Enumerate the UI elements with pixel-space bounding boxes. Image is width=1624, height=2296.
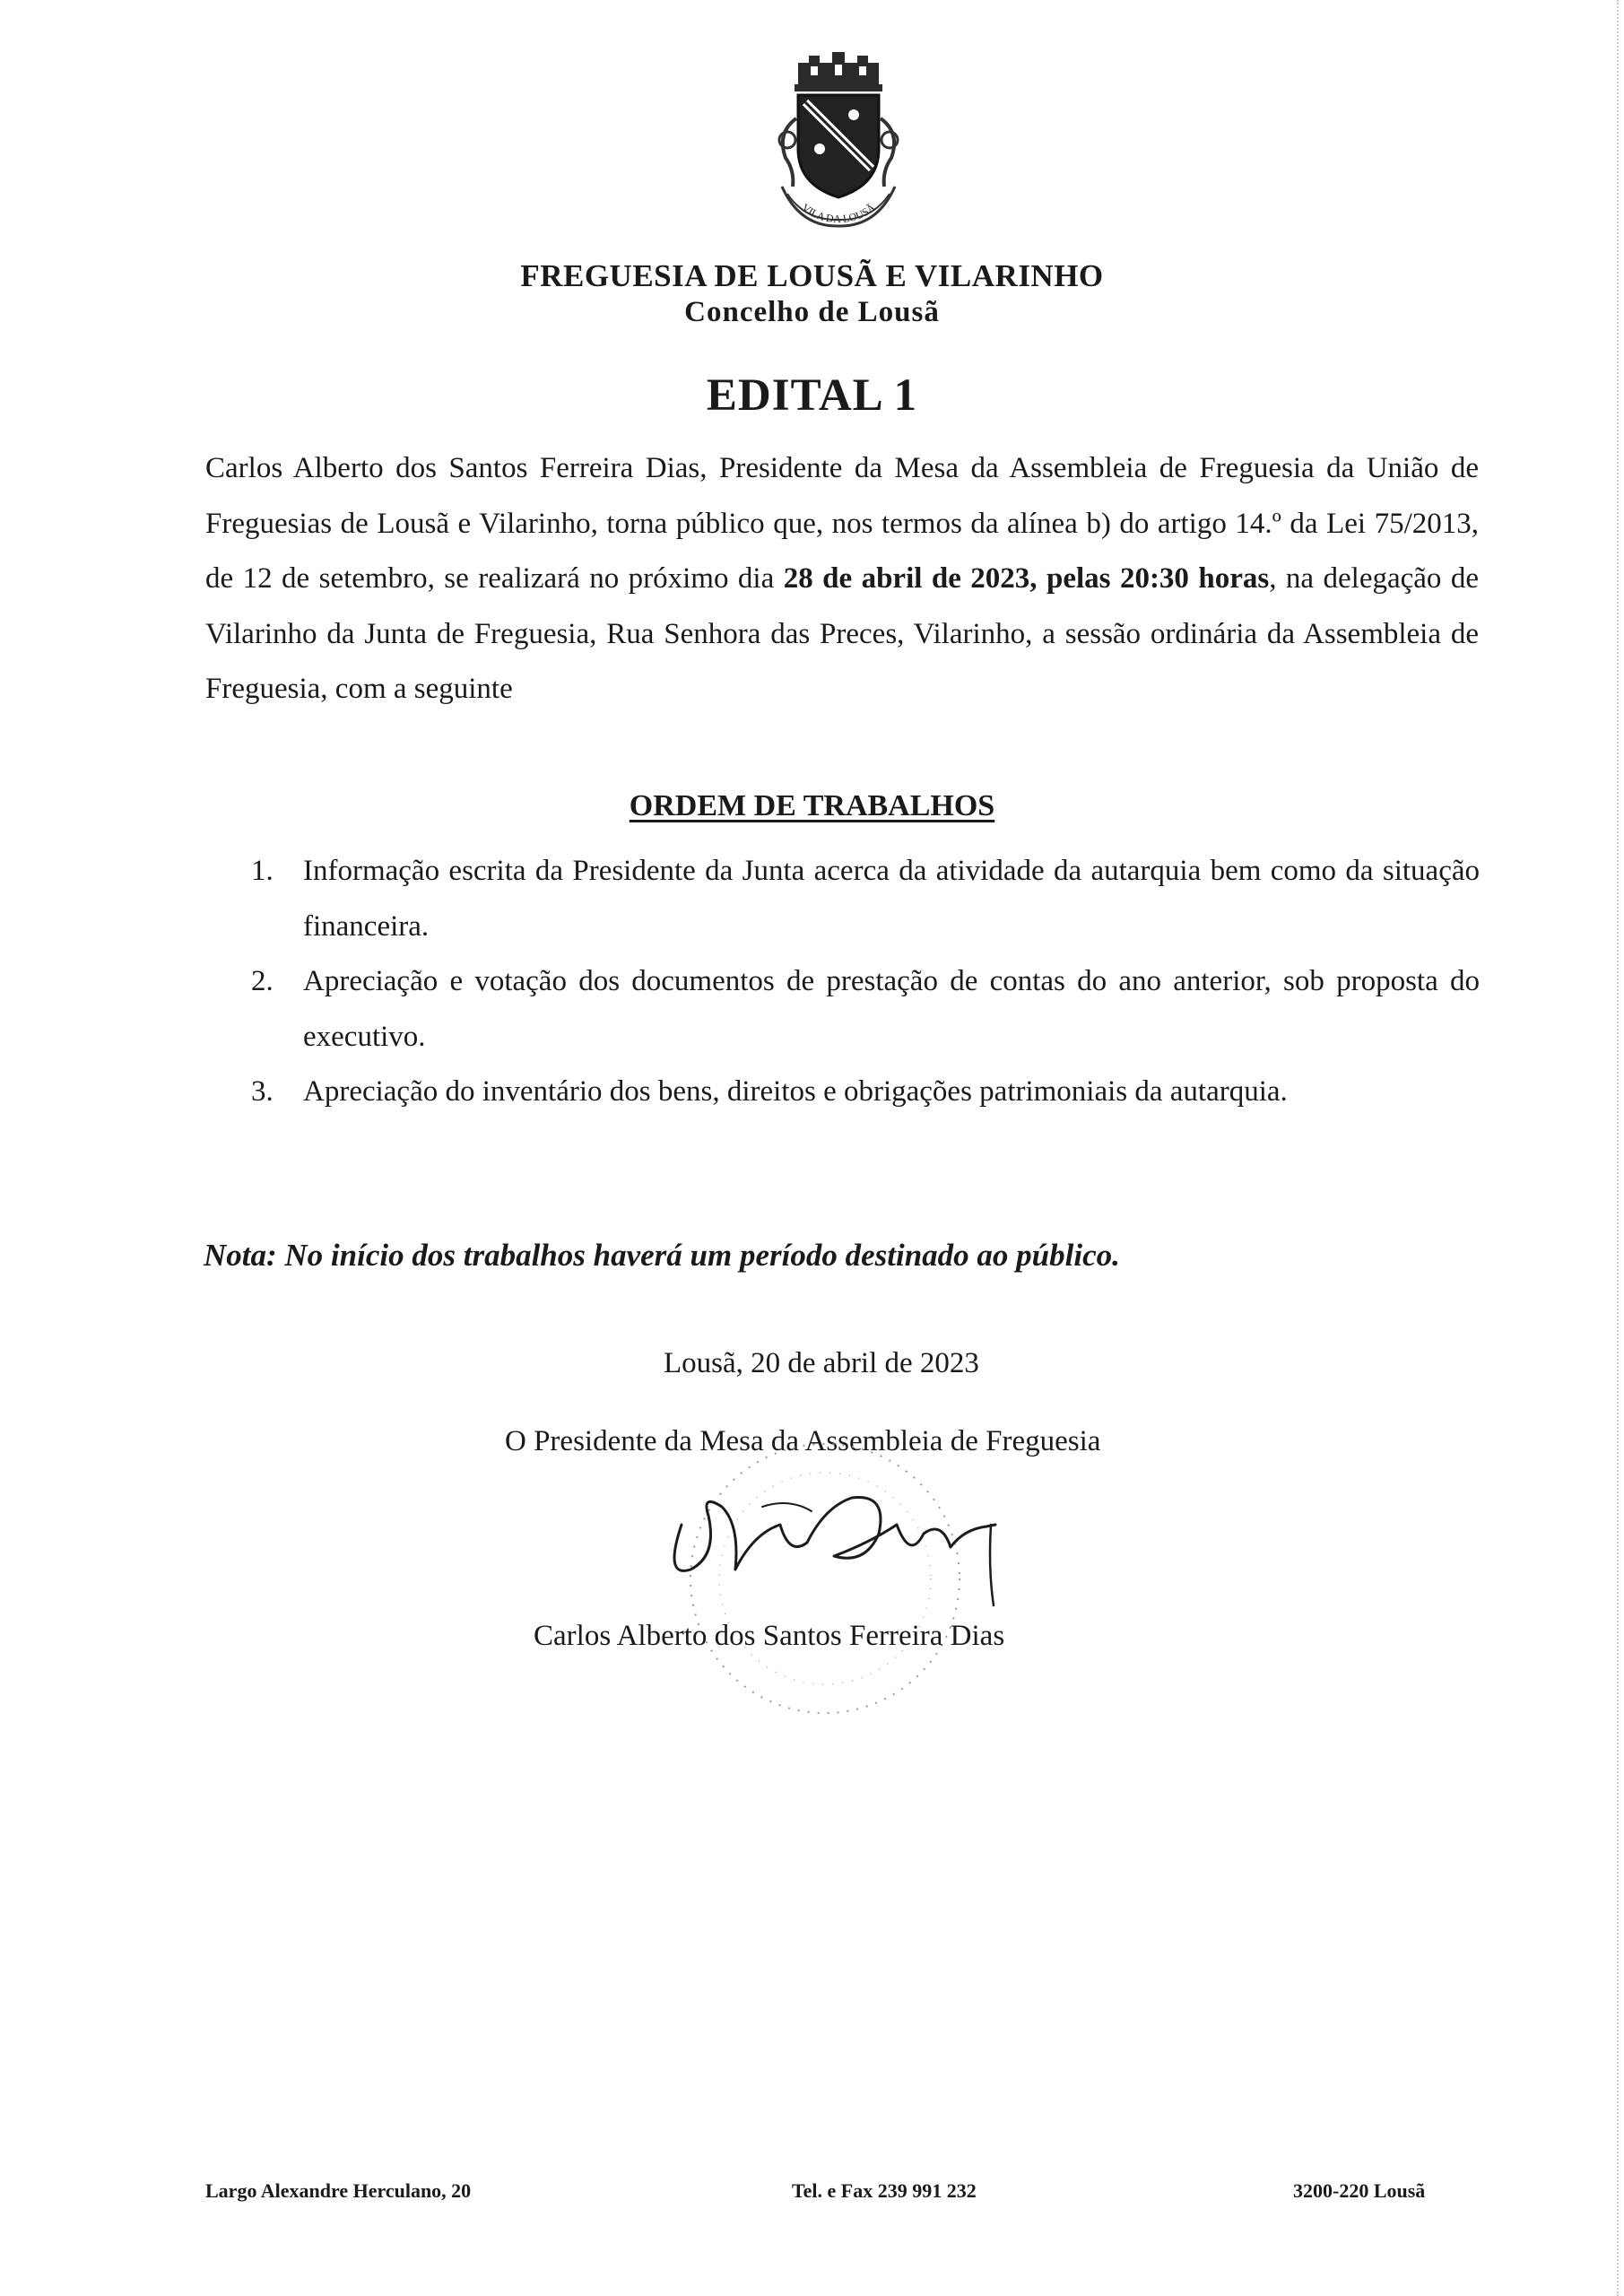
announcement-text-2: , na delegação de Vilarinho da Junta de Freguesia, Rua Senhora das Preces, Vilarinho, a sessão ordinária da Assembleia de Freguesia, com a seguinte <box>205 562 1480 705</box>
agenda-item-text: Apreciação e votação dos documentos de prestação de contas do ano anterior, sob proposta do executivo. <box>303 965 1480 1053</box>
signatory-name: Carlos Alberto dos Santos Ferreira Dias <box>534 1620 1005 1652</box>
agenda-item <box>251 954 1480 1065</box>
agenda-item-text: Apreciação do inventário dos bens, direitos e obrigações patrimoniais da autarquia. <box>303 1075 1288 1108</box>
coat-of-arms-icon <box>755 43 922 231</box>
signatory-role: O Presidente da Mesa da Assembleia de Freguesia <box>505 1425 1101 1457</box>
handwritten-signature-icon <box>655 1471 1022 1623</box>
announcement-text-1: Carlos Alberto dos Santos Ferreira Dias, Presidente da Mesa da Assembleia de Freguesia da União de Freguesias de Lousã e Vilarinho, torna público que, nos termos da alínea b) do artigo 14.º da Lei 75/2013, de 12 de setembro, se realizará no próximo dia <box>205 452 1479 595</box>
municipality-name: Concelho de Lousã <box>684 296 940 328</box>
agenda-item-number: 1. <box>251 855 274 887</box>
crest-motto: VILA DA LOUSÃ <box>799 201 878 226</box>
agenda-item-number: 3. <box>251 1075 274 1108</box>
agenda-item-number: 2. <box>251 965 274 997</box>
public-period-note: Nota: No início dos trabalhos haverá um período destinado ao público. <box>204 1238 1120 1273</box>
announcement-paragraph <box>205 441 1479 718</box>
document-title: EDITAL 1 <box>706 370 918 421</box>
agenda-item <box>251 844 1480 954</box>
footer-address: Largo Alexandre Herculano, 20 <box>205 2179 472 2202</box>
agenda-heading: ORDEM DE TRABALHOS <box>629 789 995 822</box>
scan-edge-line <box>1615 0 1619 2296</box>
footer-phone: Tel. e Fax 239 991 232 <box>792 2179 977 2202</box>
organization-name: FREGUESIA DE LOUSÃ E VILARINHO <box>520 258 1104 293</box>
place-and-date: Lousã, 20 de abril de 2023 <box>664 1347 979 1379</box>
agenda-list <box>251 844 1480 1120</box>
session-date-time: 28 de abril de 2023, pelas 20:30 horas <box>783 562 1270 595</box>
agenda-item-text: Informação escrita da Presidente da Junta acerca da atividade da autarquia bem como da situação financeira. <box>303 855 1480 943</box>
footer-postal-code: 3200-220 Lousã <box>1293 2179 1426 2202</box>
agenda-item <box>251 1065 1480 1120</box>
